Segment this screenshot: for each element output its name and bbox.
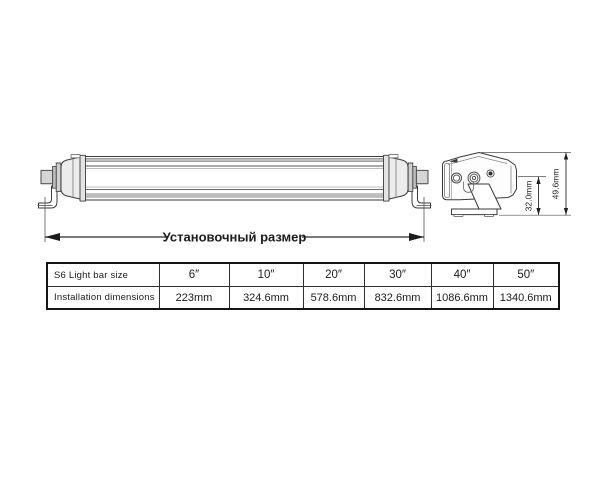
size-table (46, 262, 560, 310)
end-cap-left (61, 157, 82, 200)
end-cap-right (387, 157, 408, 200)
side-screw-center (489, 172, 493, 176)
bolt-left (41, 170, 53, 183)
row-header-size: S6 Light bar size (47, 263, 159, 287)
dim-32 (524, 177, 541, 215)
side-bracket-foot (452, 209, 498, 215)
size-cell: 6″ (159, 263, 229, 287)
size-cell: 40″ (431, 263, 493, 287)
table-row-dimensions (47, 287, 559, 310)
bar-bottom-band (82, 194, 387, 197)
dimension-cell: 832.6mm (364, 287, 431, 310)
size-cell: 20″ (303, 263, 364, 287)
dimension-cell: 578.6mm (303, 287, 364, 310)
dimension-cell: 1086.6mm (431, 287, 493, 310)
row-header-dimensions: Installation dimensions (47, 287, 159, 310)
dim-49 (551, 153, 569, 216)
dimension-cell: 223mm (159, 287, 229, 310)
mount-bracket-left (39, 186, 58, 208)
mount-bracket-right (412, 186, 431, 208)
dimension-cell: 1340.6mm (493, 287, 559, 310)
bolt-right (416, 170, 428, 183)
clamp-ring-right (384, 155, 390, 201)
installation-dimension (45, 230, 424, 245)
size-cell: 10″ (229, 263, 303, 287)
side-view (443, 153, 572, 217)
bar-top-band (82, 158, 387, 161)
install-size-label: Установочный размер (162, 229, 307, 245)
arrowhead-right (409, 233, 424, 241)
arrowhead-left (45, 233, 60, 241)
washer-right (408, 163, 413, 192)
clamp-ring-left (80, 155, 86, 201)
bar-body (82, 157, 387, 201)
washer-left (56, 163, 61, 192)
size-cell: 50″ (493, 263, 559, 287)
table-row-sizes (47, 263, 559, 287)
dim-49-label: 49.6mm (550, 168, 561, 200)
dim-32-label: 32.0mm (523, 180, 534, 212)
dimension-cell: 324.6mm (229, 287, 303, 310)
size-cell: 30″ (364, 263, 431, 287)
